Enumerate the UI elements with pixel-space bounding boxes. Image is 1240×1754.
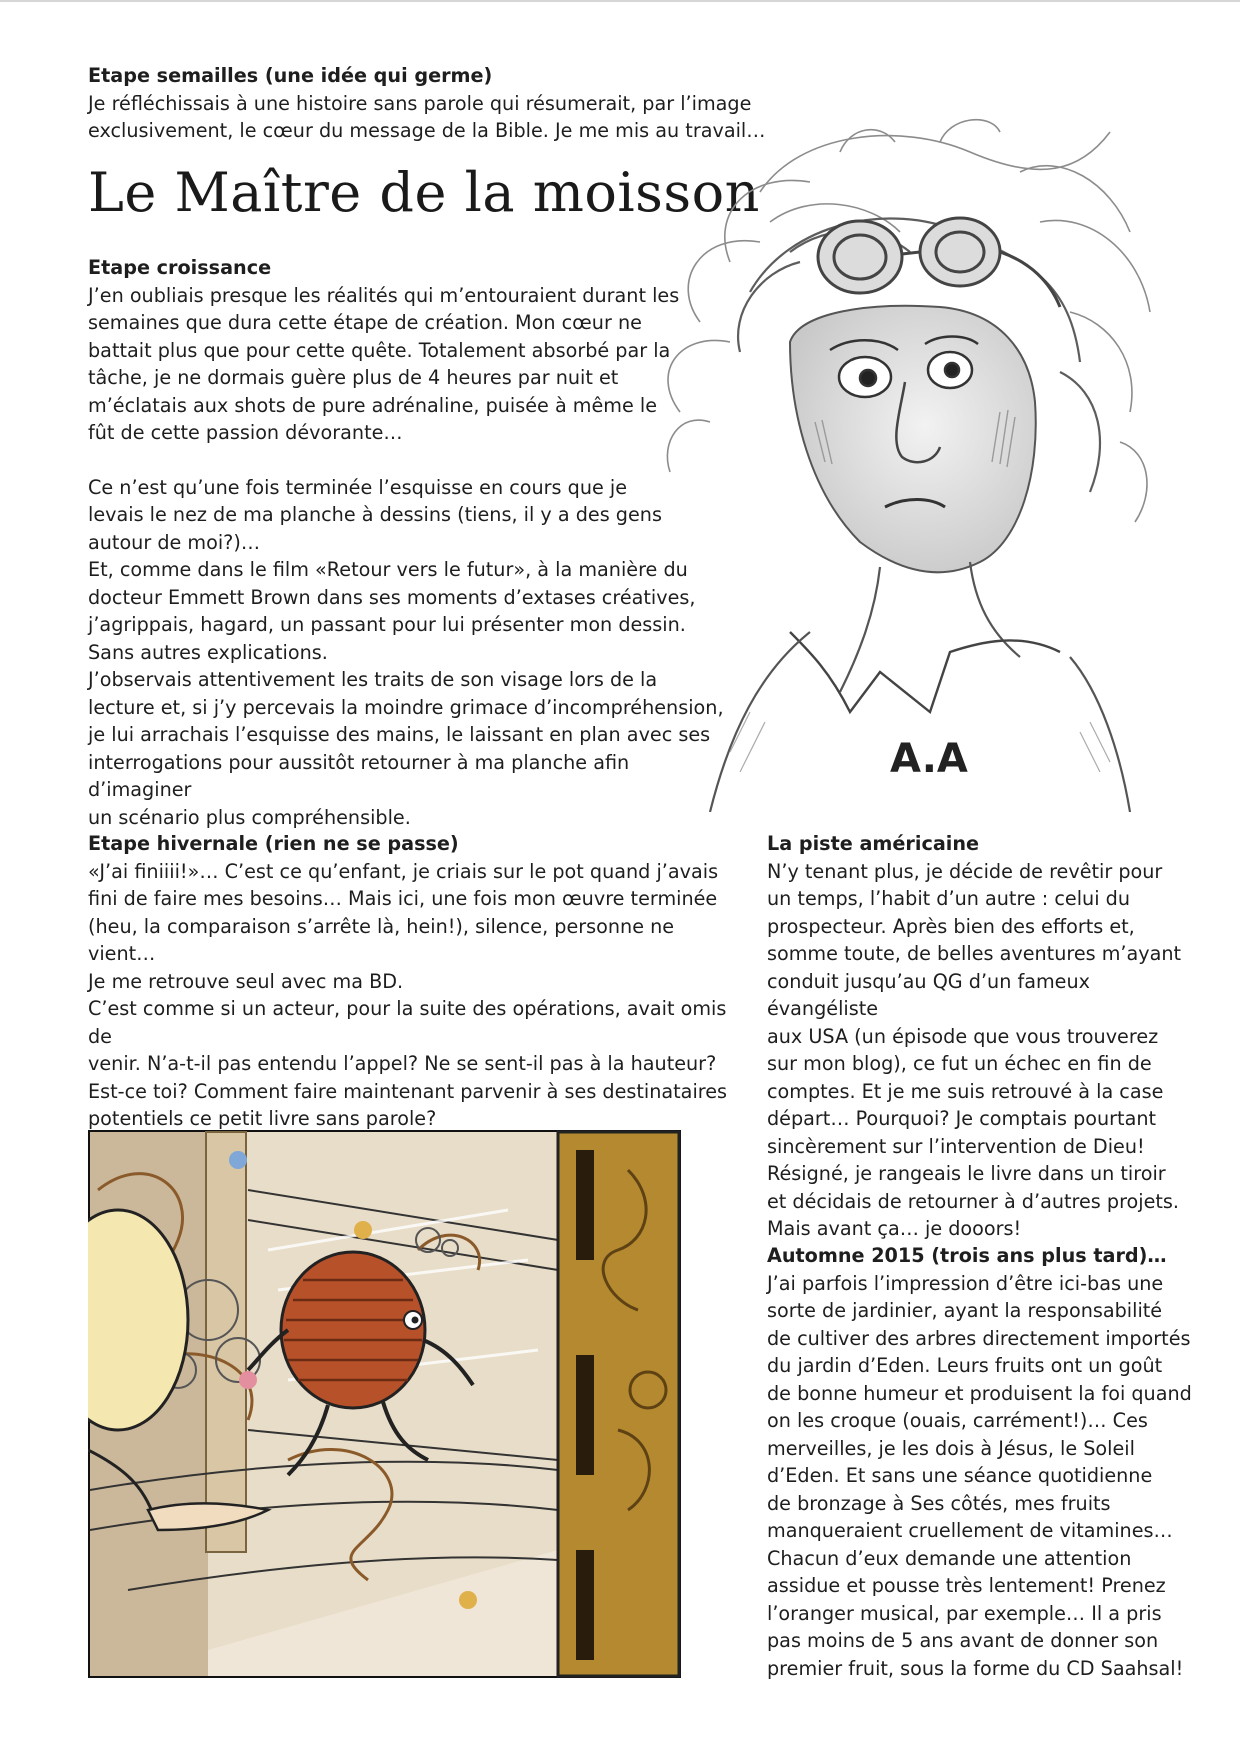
intro-text: Je réfléchissais à une histoire sans parole qui résumerait, par l’image exclusivement, le cœur du message de la Bible. Je me mis au travail…	[88, 91, 766, 142]
croissance-section	[88, 254, 728, 831]
comic-illustration	[88, 1130, 681, 1678]
sketch-illustration	[640, 112, 1170, 812]
hivernale-text: «J’ai finiiii!»… C’est ce qu’enfant, je criais sur le pot quand j’avais fini de faire mes besoins… Mais ici, une fois mon œuvre terminée (heu, la comparaison s’arrête là, hein!), silence, personne ne vient… Je me retrouve seul avec ma BD. C’est comme si un acteur, pour la suite des opérations, avait omis de venir. N’a-t-il pas entendu l’appel? Ne se sent-il pas à la hauteur? Est-ce toi? Comment faire maintenant parvenir à ses destinataires potentiels ce petit livre sans parole?	[88, 859, 728, 1130]
americaine-section	[767, 830, 1207, 1243]
page-top-rule	[0, 0, 1240, 2]
americaine-heading: La piste américaine	[767, 832, 980, 855]
intro-heading: Etape semailles (une idée qui germe)	[88, 64, 493, 87]
hivernale-section	[88, 830, 738, 1133]
sketch-signature: A.A	[890, 736, 968, 782]
page-title: Le Maître de la moisson	[88, 161, 760, 224]
americaine-text: N’y tenant plus, je décide de revêtir pour un temps, l’habit d’un autre : celui du prospecteur. Après bien des efforts et, somme toute, de belles aventures m’ayant conduit jusqu’au QG d’un fameux évangéliste aux USA (un épisode que vous trouverez sur mon blog), ce fut un échec en fin de comptes. Et je me suis retrouvé à la case départ… Pourquoi? Je comptais pourtant sincèrement sur l’intervention de Dieu! Résigné, je rangeais le livre dans un tiroir et décidais de retourner à d’autres projets. Mais avant ça… je dooors!	[767, 859, 1182, 1240]
croissance-text-1: J’en oubliais presque les réalités qui m’entouraient durant les semaines que dura cette étape de création. Mon cœur ne battait plus que pour cette quête. Totalement absorbé par la tâche, je ne dormais guère plus de 4 heures par nuit et m’éclatais aux shots de pure adrénaline, puisée à même le fût de cette passion dévorante…	[88, 283, 680, 444]
automne-heading: Automne 2015 (trois ans plus tard)…	[767, 1244, 1167, 1267]
croissance-text-2: Ce n’est qu’une fois terminée l’esquisse en cours que je levais le nez de ma planche à dessins (tiens, il y a des gens autour de moi?)… Et, comme dans le film «Retour vers le futur», à la manière du docteur Emmett Brown dans ses moments d’extases créatives, j’agrippais, hagard, un passant pour lui présenter mon dessin. Sans autres explications. J’observais attentivement les traits de son visage lors de la lecture et, si j’y percevais la moindre grimace d’incompréhension, je lui arrachais l’esquisse des mains, le laissant en plan avec ses interrogations pour aussitôt retourner à ma planche afin d’imaginer un scénario plus compréhensible.	[88, 475, 724, 829]
automne-text: J’ai parfois l’impression d’être ici-bas une sorte de jardinier, ayant la responsabilité de cultiver des arbres directement importés du jardin d’Eden. Leurs fruits ont un goût de bonne humeur et produisent la foi quand on les croque (ouais, carrément!)… Ces merveilles, je les dois à Jésus, le Soleil d’Eden. Et sans une séance quotidienne de bronzage à Ses côtés, mes fruits manqueraient cruellement de vitamines… Chacun d’eux demande une attention assidue et pousse très lentement! Prenez l’oranger musical, par exemple… Il a pris pas moins de 5 ans avant de donner son premier fruit, sous la forme du CD Saahsal!	[767, 1271, 1192, 1680]
croissance-heading: Etape croissance	[88, 256, 272, 279]
automne-section	[767, 1242, 1207, 1682]
hivernale-heading: Etape hivernale (rien ne se passe)	[88, 832, 459, 855]
